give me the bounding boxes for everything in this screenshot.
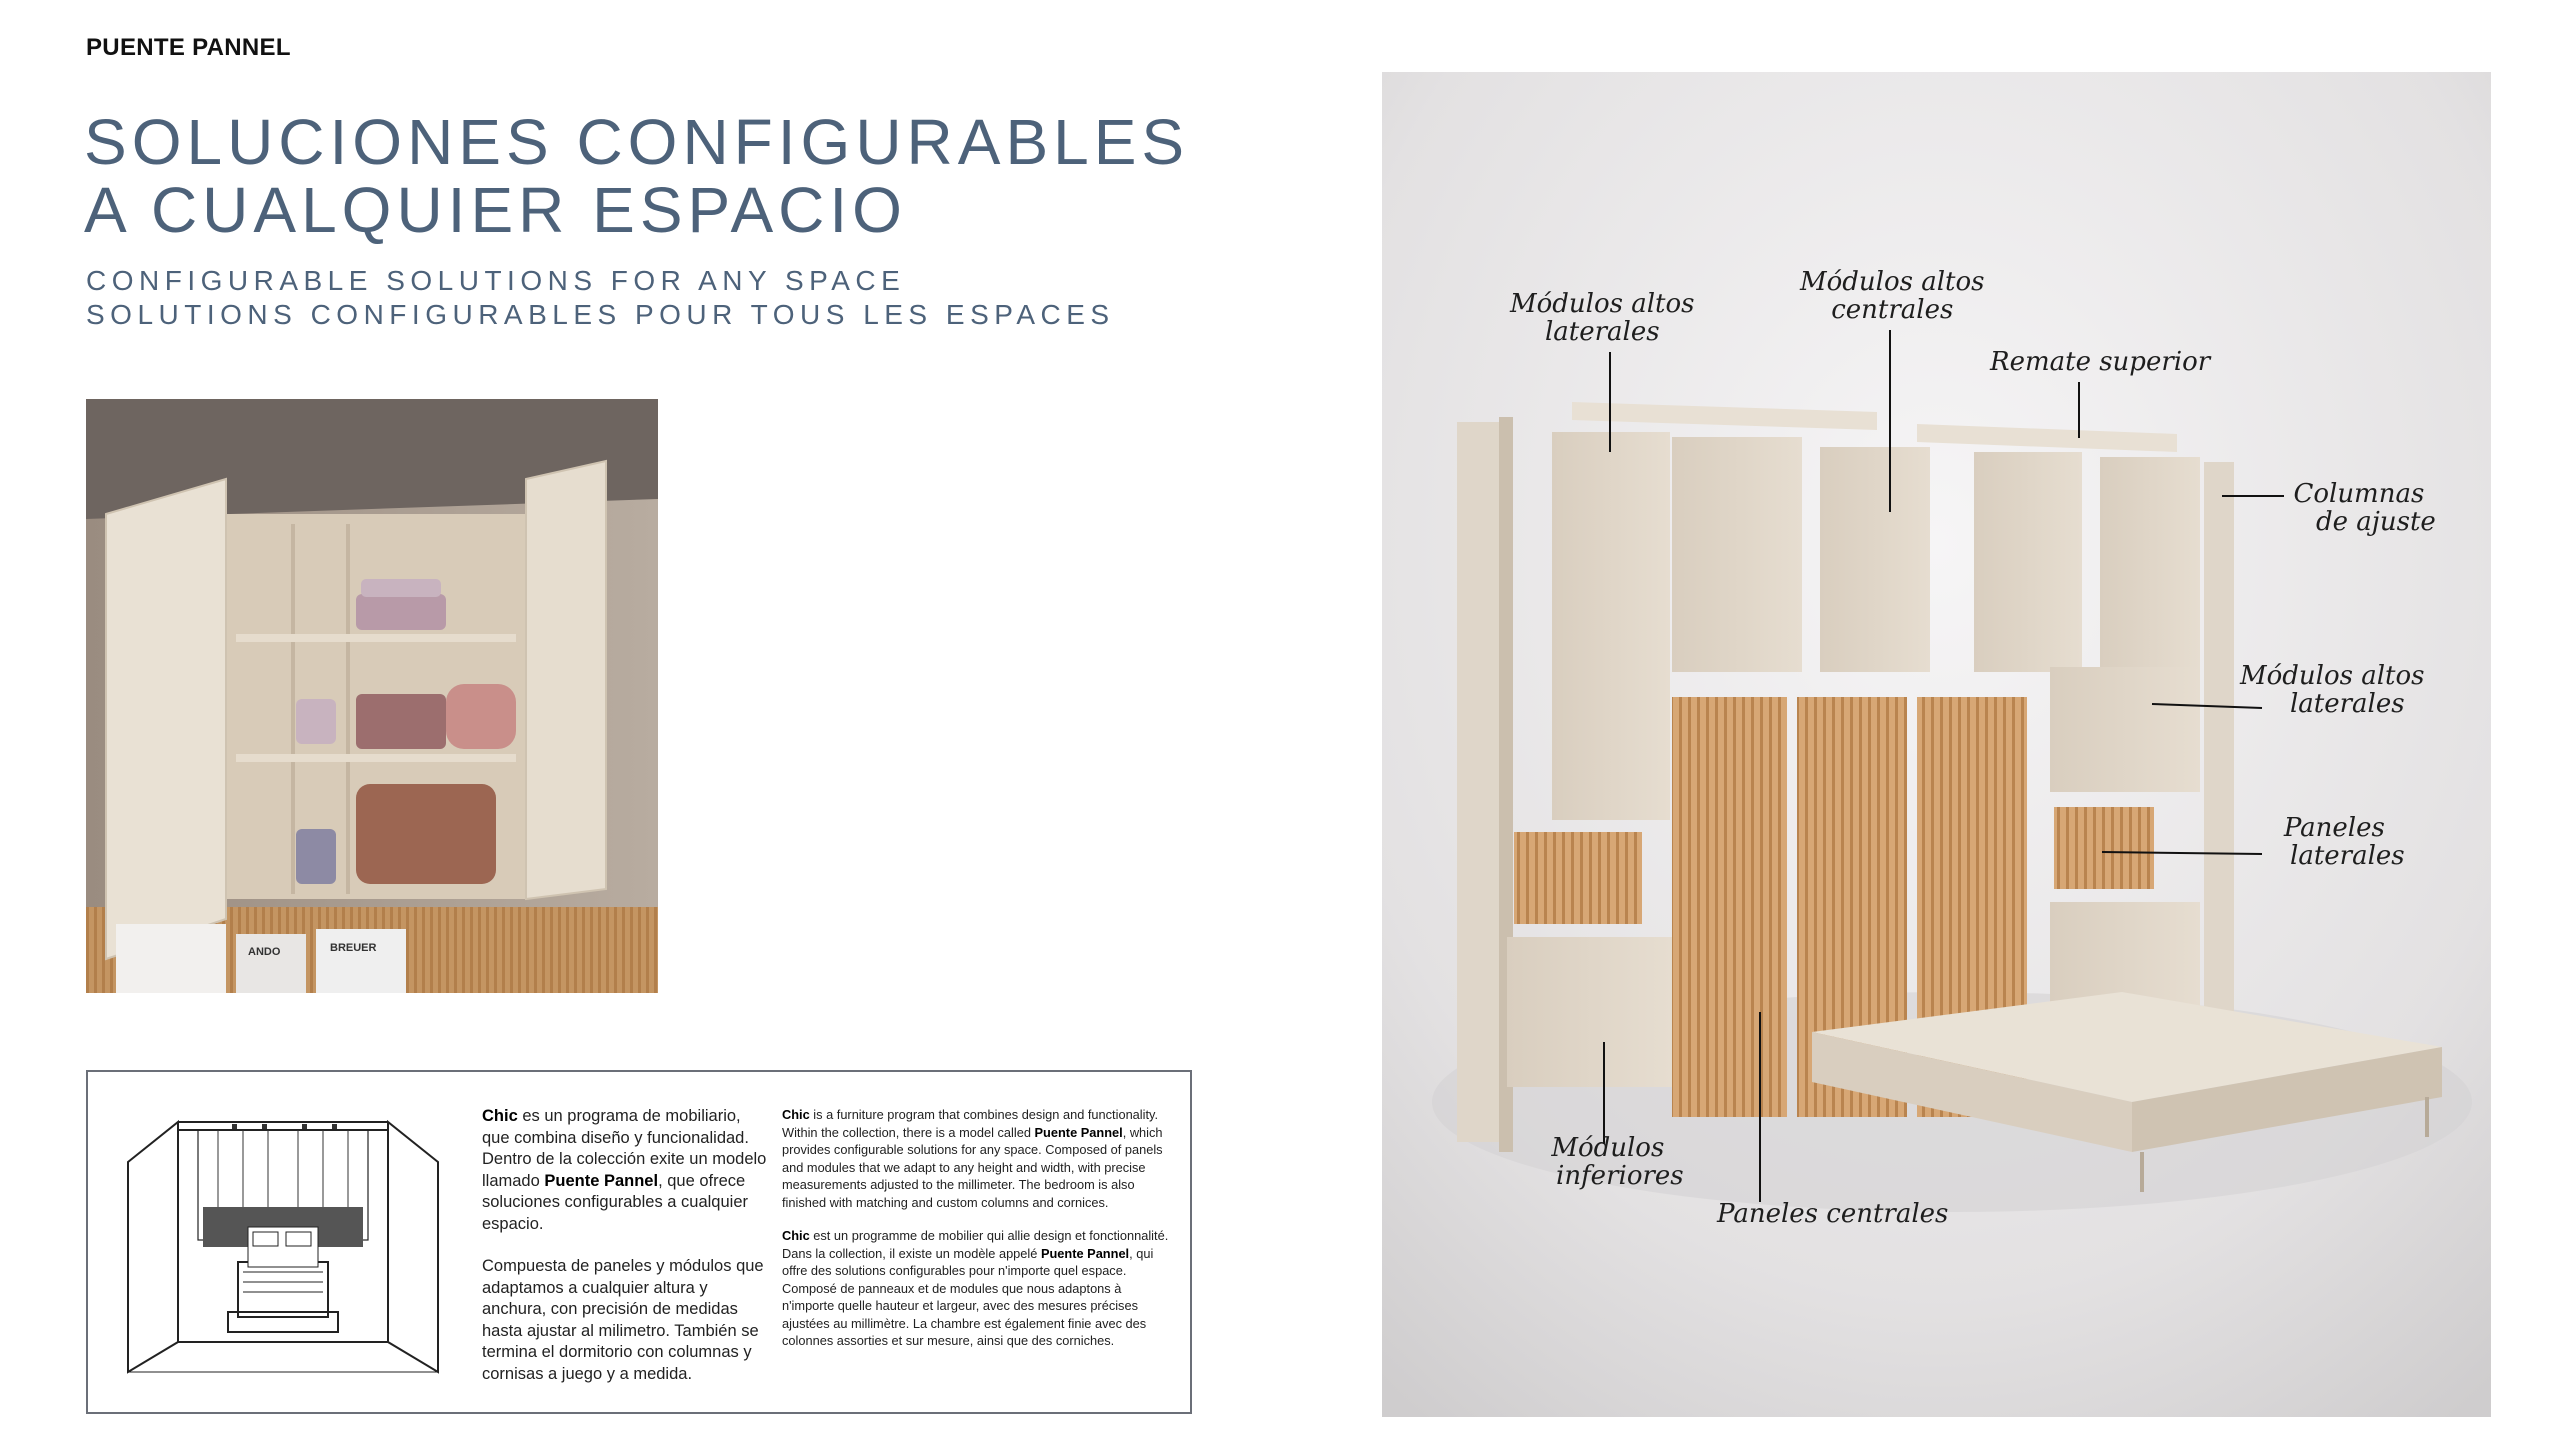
description-en — [782, 1106, 1172, 1211]
model-name: Puente Pannel — [544, 1171, 659, 1190]
annotation-modulos-altos-laterales-left — [1510, 290, 1695, 346]
annotation-paneles-laterales — [2264, 814, 2405, 870]
annotation-line: inferiores — [1556, 1161, 1684, 1191]
description-fr-text-a: est un programme de mobilier qui allie design et fonctionnalité. Dans la collection, il existe un modèle appelé — [782, 1228, 1169, 1261]
brand-chic-fr: Chic — [782, 1228, 810, 1243]
subtitle-fr: SOLUTIONS CONFIGURABLES POUR TOUS LES ESPACES — [86, 299, 1115, 330]
annotation-line: Paneles — [2283, 813, 2385, 843]
annotation-line: laterales — [2290, 841, 2405, 871]
annotation-line: Módulos altos — [1800, 267, 1985, 297]
brand-chic: Chic — [482, 1107, 518, 1125]
description-fr — [782, 1227, 1172, 1350]
headboard-render — [1382, 72, 2491, 1417]
wardrobe-interior-photo — [86, 399, 658, 993]
description-en-text-a: is a furniture program that combines design and functionality. Within the collection, there is a model called — [782, 1107, 1159, 1140]
annotation-line: Módulos altos — [1510, 289, 1695, 319]
annotation-modulos-inferiores — [1532, 1134, 1684, 1190]
brand-header: PUENTE PANNEL — [86, 34, 291, 61]
annotation-columnas-de-ajuste — [2282, 480, 2436, 536]
annotation-line: de ajuste — [2316, 507, 2436, 537]
annotation-paneles-centrales: Paneles centrales — [1717, 1199, 1949, 1229]
description-en-fr — [782, 1106, 1172, 1366]
description-es-text-a: es un programa de mobiliario, que combina diseño y funcionalidad. Dentro de la colección exite un modelo llamado — [482, 1107, 767, 1190]
magazine-label-breuer: BREUER — [330, 942, 377, 954]
page-subtitle — [86, 264, 1115, 332]
annotation-remate-superior: Remate superior — [1990, 347, 2211, 377]
model-name-fr: Puente Pannel — [1040, 1245, 1130, 1261]
model-name-en: Puente Pannel — [1034, 1124, 1123, 1140]
description-es — [482, 1106, 768, 1406]
title-line-1: SOLUCIONES CONFIGURABLES — [84, 106, 1190, 178]
annotation-modulos-altos-laterales-right — [2240, 662, 2425, 718]
annotation-line: centrales — [1831, 295, 1954, 325]
annotation-line: laterales — [2289, 689, 2405, 719]
wardrobe-illustration — [86, 399, 658, 993]
description-es-p1 — [482, 1106, 768, 1235]
annotation-modulos-altos-centrales — [1800, 268, 1985, 324]
description-box — [86, 1070, 1192, 1414]
description-es-p2: Compuesta de paneles y módulos que adaptamos a cualquier altura y anchura, con precisión de medidas hasta ajustar al milimetro. También se termina el dormitorio con columnas y cornisas a juego y a medida. — [482, 1257, 764, 1383]
title-line-2: A CUALQUIER ESPACIO — [84, 174, 907, 246]
annotation-line: Módulos altos — [2240, 661, 2425, 691]
description-es-text-b: , que ofrece soluciones configurables a cualquier espacio. — [482, 1171, 748, 1233]
page-title — [84, 108, 1189, 244]
description-fr-text-b: , qui offre des solutions configurables pour n'importe quel espace. Composé de panneaux et de modules que nous adaptons à n'importe quelle hauteur et largeur, avec des mesures précises ajustées au millimètre. La chambre est également finie avec des colonnes assorties et sur mesure, ainsi que des corniches. — [782, 1245, 1154, 1348]
annotation-line: laterales — [1544, 317, 1660, 347]
subtitle-en: CONFIGURABLE SOLUTIONS FOR ANY SPACE — [86, 265, 906, 296]
brand-chic-en: Chic — [782, 1107, 810, 1122]
magazine-label-ando: ANDO — [248, 946, 281, 958]
bedroom-sketch — [118, 1112, 458, 1382]
description-en-text-b: , which provides configurable solutions for any space. Composed of panels and modules that we adapt to any height and width, with precise measurements adjusted to the millimeter. The bedroom is also finished with matching and custom columns and cornices. — [782, 1124, 1163, 1210]
annotation-line: Módulos — [1551, 1133, 1665, 1163]
annotation-line: Columnas — [2293, 479, 2425, 509]
